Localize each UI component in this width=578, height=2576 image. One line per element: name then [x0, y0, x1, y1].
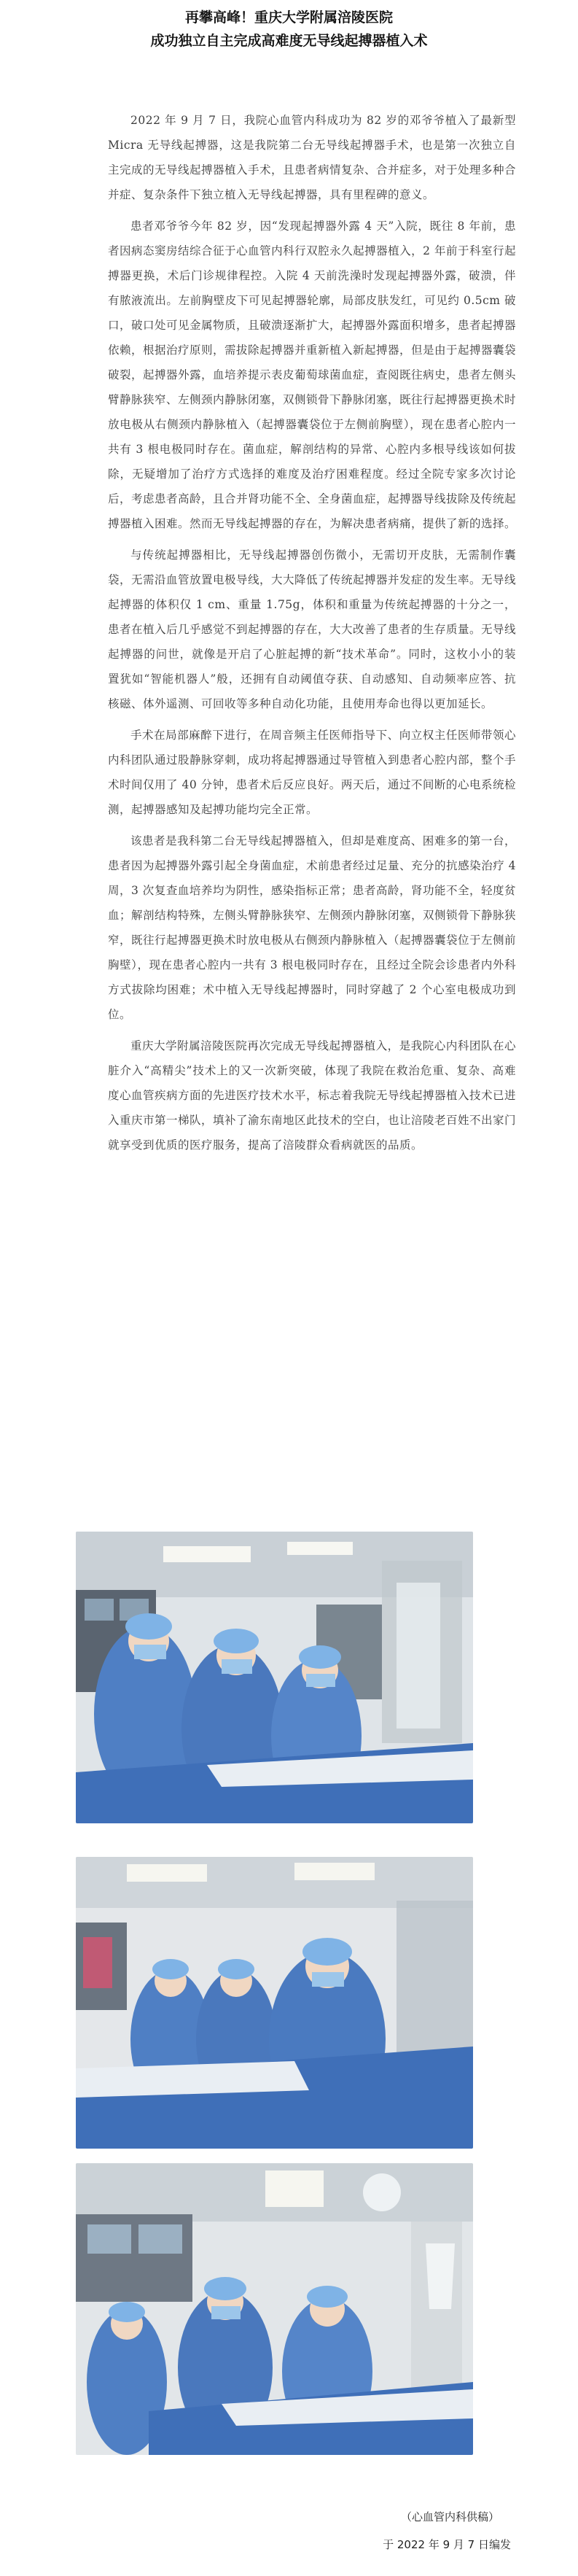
surgery-photo-3 [76, 2163, 473, 2455]
paragraph-2: 患者邓爷爷今年 82 岁，因“发现起搏器外露 4 天”入院，既往 8 年前，患者因病态窦房结综合征于心血管内科行双腔永久起搏器植入，2 年前于科室行起搏器更换，术后门诊规律程控。入院 4 天前洗澡时发现起搏器外露，破溃，伴有脓液流出。左前胸壁皮下可见起搏器轮廓，局部皮肤发红，可见约 0.5cm 破口，破口处可见金属物质，且破溃逐渐扩大，起搏器外露面积增多，患者起搏器依赖，根据治疗原则，需拔除起搏器并重新植入新起搏器，但是由于起搏器囊袋破裂，起搏器外露，血培养提示表皮葡萄球菌血症，查阅既往病史，患者左侧头臂静脉狭窄、左侧颈内静脉闭塞，双侧锁骨下静脉闭塞，既往行起搏器更换术时放电极从右侧颈内静脉植入（起搏器囊袋位于左侧前胸壁），现在患者心腔内一共有 3 根电极同时存在。菌血症，解剖结构的异常、心腔内多根导线该如何拔除，无疑增加了治疗方式选择的难度及治疗困难程度。经过全院专家多次讨论后，考虑患者高龄，且合并肾功能不全、全身菌血症，起搏器导线拔除及传统起搏器植入困难。然而无导线起搏器的存在，为解决患者病痛，提供了新的选择。 [108, 220, 517, 530]
surgery-photo-1 [76, 1532, 473, 1823]
article-body [108, 108, 516, 1164]
paragraph-1: 2022 年 9 月 7 日，我院心血管内科成功为 82 岁的邓爷爷植入了最新型 Micra 无导线起搏器，这是我院第二台无导线起搏器手术，也是第一次独立自主完成的无导线起搏器植入手术，且患者病情复杂、合并症多，对于处理多种合并症、复杂条件下独立植入无导线起搏器，具有里程碑的意义。 [108, 114, 517, 201]
paragraph-5: 该患者是我科第二台无导线起搏器植入，但却是难度高、困难多的第一台，患者因为起搏器外露引起全身菌血症，术前患者经过足量、充分的抗感染治疗 4 周，3 次复查血培养均为阴性，感染指标正常；患者高龄，肾功能不全，轻度贫血；解剖结构特殊，左侧头臂静脉狭窄、左侧颈内静脉闭塞，双侧锁骨下静脉狭窄，既往行起搏器更换术时放电极从右侧颈内静脉植入（起搏器囊袋位于左侧前胸壁），现在患者心腔内一共有 3 根电极同时存在，且经过全院会诊患者内外科方式拔除均困难；术中植入无导线起搏器时，同时穿越了 2 个心室电极成功到位。 [108, 834, 517, 1021]
paragraph-6: 重庆大学附属涪陵医院再次完成无导线起搏器植入，是我院心内科团队在心脏介入“高精尖”技术上的又一次新突破，体现了我院在救治危重、复杂、高难度心血管疾病方面的先进医疗技术水平，标志着我院无导线起搏器植入技术已进入重庆市第一梯队，填补了渝东南地区此技术的空白，也让涪陵老百姓不出家门就享受到优质的医疗服务，提高了涪陵群众看病就医的品质。 [108, 1039, 517, 1152]
paragraph-4: 手术在局部麻醉下进行，在周音频主任医师指导下、向立权主任医师带领心内科团队通过股静脉穿刺，成功将起搏器通过导管植入到患者心腔内部，整个手术时间仅用了 40 分钟，患者术后反应良好。两天后，通过不间断的心电系统检测，起搏器感知及起搏功能均完全正常。 [108, 729, 517, 816]
headline-line-2: 成功独立自主完成高难度无导线起搏器植入术 [150, 33, 428, 49]
paragraph-3: 与传统起搏器相比，无导线起搏器创伤微小，无需切开皮肤，无需制作囊袋，无需沿血管放置电极导线，大大降低了传统起搏器并发症的发生率。无导线起搏器的体积仅 1 cm、重量 1.75g，体积和重量为传统起搏器的十分之一，患者在植入后几乎感觉不到起搏器的存在，大大改善了患者的生存质量。无导线起搏器的问世，就像是开启了心脏起搏的新“技术革命”。同时，这枚小小的装置犹如“智能机器人”般，还拥有自动阈值夺获、自动感知、自动频率应答、抗核磁、体外遥测、可回收等多种自动化功能，且使用寿命也得以更加延长。 [108, 548, 517, 710]
publish-date: 于 2022 年 9 月 7 日编发 [383, 2538, 511, 2551]
headline-line-1: 再攀高峰！重庆大学附属涪陵医院 [184, 9, 393, 26]
surgery-photo-2 [76, 1857, 473, 2149]
article-source: （心血管内科供稿） [400, 2510, 499, 2523]
